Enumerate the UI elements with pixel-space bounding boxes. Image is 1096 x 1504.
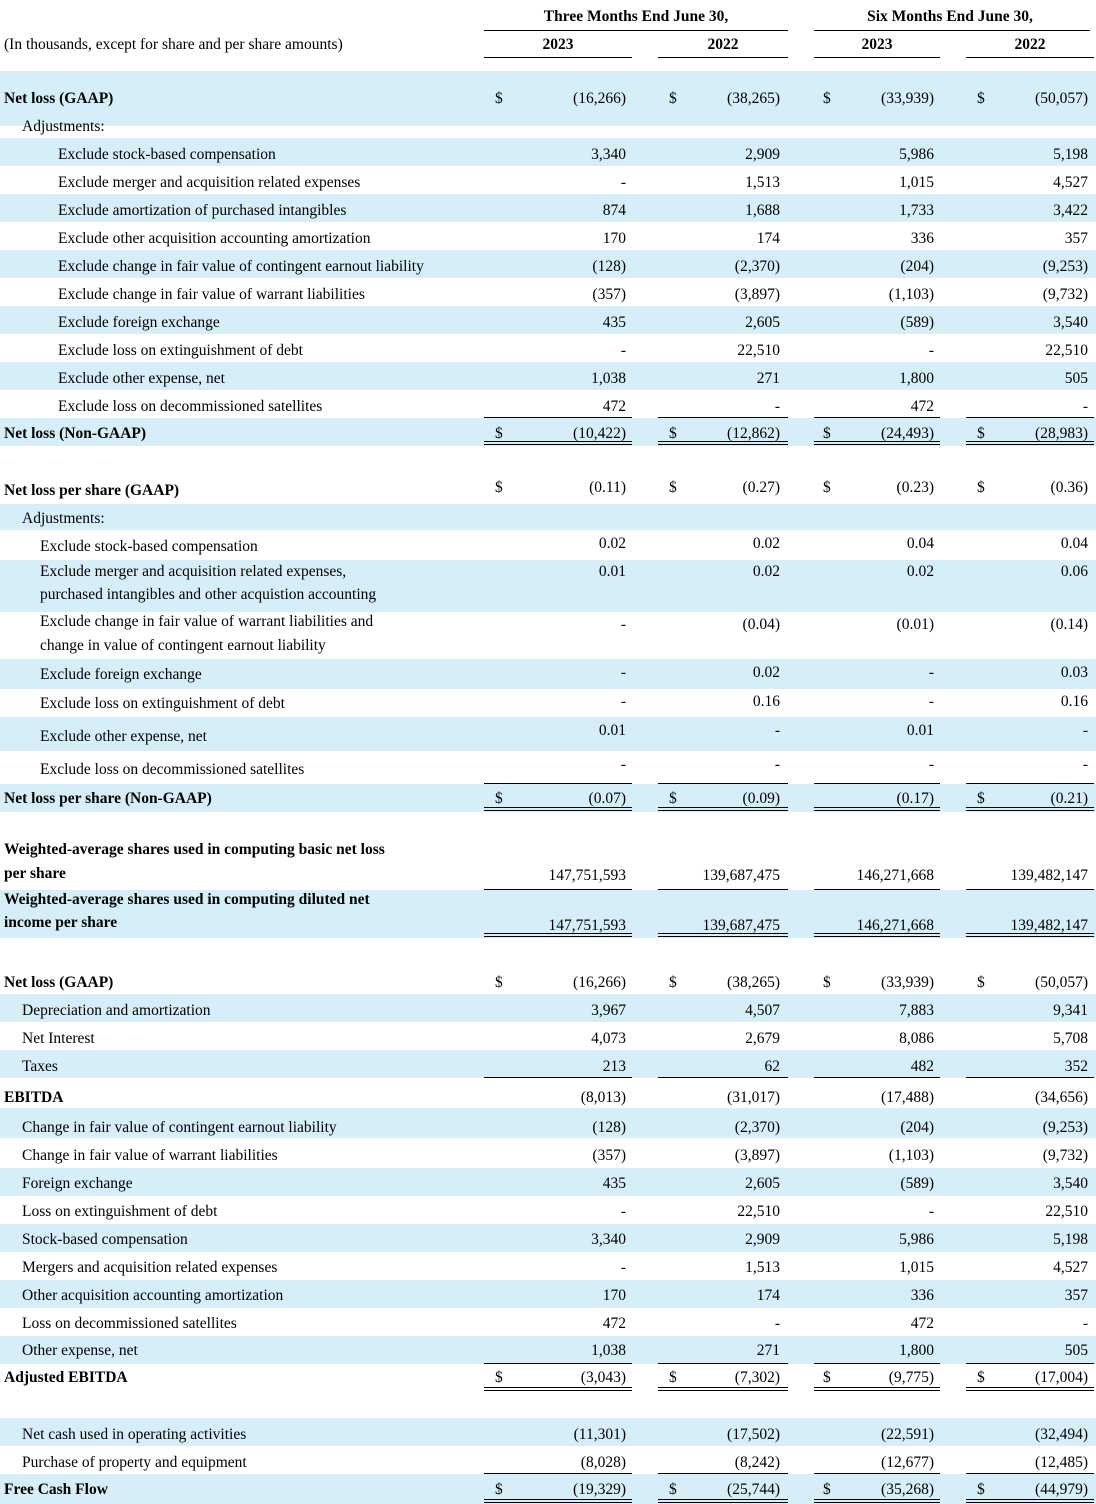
value-cell: - <box>928 693 934 710</box>
currency-symbol: $ <box>669 974 677 991</box>
row-label: Change in fair value of contingent earnout liability <box>22 1119 337 1136</box>
value-cell: (8,013) <box>580 1089 626 1106</box>
value-cell: (17,004) <box>1035 1369 1088 1386</box>
value-cell: - <box>774 756 780 773</box>
row-label: Adjusted EBITDA <box>4 1369 128 1386</box>
value-cell: - <box>620 174 626 191</box>
currency-symbol: $ <box>977 425 985 442</box>
double-total-rule <box>658 807 788 811</box>
currency-symbol: $ <box>823 974 831 991</box>
value-cell: - <box>620 1259 626 1276</box>
value-cell: - <box>928 664 934 681</box>
currency-symbol: $ <box>669 479 677 496</box>
value-cell: 22,510 <box>737 1203 780 1220</box>
value-cell: 0.02 <box>752 563 780 580</box>
row-label: Net Interest <box>22 1030 95 1047</box>
value-cell: - <box>620 616 626 633</box>
value-cell: 336 <box>910 230 934 247</box>
value-cell: (9,732) <box>1042 286 1088 303</box>
double-total-rule <box>484 1499 632 1503</box>
value-cell: (17,488) <box>881 1089 934 1106</box>
double-total-rule <box>966 1499 1094 1503</box>
value-cell: 170 <box>602 230 626 247</box>
double-total-rule <box>814 441 940 445</box>
value-cell: 2,909 <box>745 1231 780 1248</box>
value-cell: 147,751,593 <box>548 917 626 934</box>
value-cell: (44,979) <box>1035 1481 1088 1498</box>
row-label: Net loss (Non-GAAP) <box>4 425 147 442</box>
value-cell: (589) <box>900 314 934 331</box>
value-cell: (9,732) <box>1042 1147 1088 1164</box>
value-cell: 4,073 <box>591 1030 626 1047</box>
value-cell: 1,800 <box>899 1342 934 1359</box>
value-cell: (204) <box>900 258 934 275</box>
value-cell: (357) <box>592 1147 626 1164</box>
value-cell: 4,527 <box>1053 1259 1088 1276</box>
row-label: Exclude loss on extinguishment of debt <box>58 342 303 359</box>
value-cell: (17,502) <box>727 1426 780 1443</box>
value-cell: 1,015 <box>899 174 934 191</box>
currency-symbol: $ <box>977 90 985 107</box>
row-label-continued: change in value of contingent earnout liability <box>40 637 326 654</box>
value-cell: 5,198 <box>1053 146 1088 163</box>
value-cell: 0.01 <box>598 722 626 739</box>
value-cell: 22,510 <box>1045 1203 1088 1220</box>
value-cell: (0.23) <box>896 479 934 496</box>
value-cell: 357 <box>1064 230 1088 247</box>
value-cell: 139,687,475 <box>702 917 780 934</box>
row-label: Adjustments: <box>22 510 105 527</box>
row-label: Exclude loss on decommissioned satellites <box>40 761 305 778</box>
currency-symbol: $ <box>977 1369 985 1386</box>
value-cell: (8,028) <box>580 1454 626 1471</box>
value-cell: (10,422) <box>573 425 626 442</box>
value-cell: (589) <box>900 1175 934 1192</box>
double-total-rule <box>484 807 632 811</box>
value-cell: (0.14) <box>1050 616 1088 633</box>
value-cell: 0.01 <box>906 722 934 739</box>
value-cell: 139,687,475 <box>702 867 780 884</box>
value-cell: 5,708 <box>1053 1030 1088 1047</box>
table-row <box>0 126 1096 138</box>
row-label: Net loss (GAAP) <box>4 974 114 991</box>
value-cell: (12,677) <box>881 1454 934 1471</box>
value-cell: (1,103) <box>888 1147 934 1164</box>
value-cell: (0.04) <box>742 616 780 633</box>
currency-symbol: $ <box>823 90 831 107</box>
group-header-six-months: Six Months End June 30, <box>867 8 1033 25</box>
value-cell: 0.04 <box>906 535 934 552</box>
value-cell: (128) <box>592 258 626 275</box>
value-cell: (0.27) <box>742 479 780 496</box>
row-label: Loss on extinguishment of debt <box>22 1203 218 1220</box>
row-label: Exclude other expense, net <box>40 728 207 745</box>
row-label: Foreign exchange <box>22 1175 133 1192</box>
value-cell: 139,482,147 <box>1010 917 1088 934</box>
value-cell: 3,967 <box>591 1002 626 1019</box>
value-cell: 1,800 <box>899 370 934 387</box>
value-cell: (16,266) <box>573 974 626 991</box>
currency-symbol: $ <box>669 425 677 442</box>
value-cell: - <box>620 342 626 359</box>
row-label: Net cash used in operating activities <box>22 1426 247 1443</box>
row-label: Exclude foreign exchange <box>40 666 202 683</box>
value-cell: (2,370) <box>734 1119 780 1136</box>
value-cell: - <box>1082 1315 1088 1332</box>
row-label: Weighted-average shares used in computing basic net loss <box>4 841 385 858</box>
currency-symbol: $ <box>495 974 503 991</box>
value-cell: 1,513 <box>745 174 780 191</box>
currency-symbol: $ <box>823 1481 831 1498</box>
value-cell: 472 <box>602 1315 626 1332</box>
value-cell: 5,986 <box>899 1231 934 1248</box>
row-label: EBITDA <box>4 1089 64 1106</box>
value-cell: 0.02 <box>906 563 934 580</box>
value-cell: (28,983) <box>1035 425 1088 442</box>
double-total-rule <box>814 807 940 811</box>
row-label: Adjustments: <box>22 118 105 135</box>
row-label: Change in fair value of warrant liabilities <box>22 1147 278 1164</box>
year-header-q-2023: 2023 <box>542 36 574 53</box>
value-cell: (50,057) <box>1035 974 1088 991</box>
currency-symbol: $ <box>495 90 503 107</box>
value-cell: 0.02 <box>752 664 780 681</box>
value-cell: 9,341 <box>1053 1002 1088 1019</box>
value-cell: (12,485) <box>1035 1454 1088 1471</box>
currency-symbol: $ <box>495 1369 503 1386</box>
value-cell: 0.01 <box>598 563 626 580</box>
row-label: Depreciation and amortization <box>22 1002 211 1019</box>
value-cell: - <box>1082 756 1088 773</box>
value-cell: 146,271,668 <box>856 867 934 884</box>
value-cell: 3,340 <box>591 1231 626 1248</box>
row-label: Net loss per share (Non-GAAP) <box>4 790 212 807</box>
value-cell: (38,265) <box>727 974 780 991</box>
value-cell: 1,688 <box>745 202 780 219</box>
row-label: Purchase of property and equipment <box>22 1454 247 1471</box>
currency-symbol: $ <box>495 425 503 442</box>
value-cell: 505 <box>1064 370 1088 387</box>
value-cell: (1,103) <box>888 286 934 303</box>
year-header-h-2023: 2023 <box>861 36 893 53</box>
double-total-rule <box>658 1387 788 1391</box>
value-cell: 2,605 <box>745 314 780 331</box>
value-cell: 1,733 <box>899 202 934 219</box>
value-cell: (0.36) <box>1050 479 1088 496</box>
value-cell: 146,271,668 <box>856 917 934 934</box>
value-cell: - <box>620 693 626 710</box>
year-header-h-2022: 2022 <box>1014 36 1046 53</box>
value-cell: 0.16 <box>752 693 780 710</box>
value-cell: (0.01) <box>896 616 934 633</box>
value-cell: (31,017) <box>727 1089 780 1106</box>
value-cell: (7,302) <box>734 1369 780 1386</box>
row-label: Exclude foreign exchange <box>58 314 220 331</box>
value-cell: (357) <box>592 286 626 303</box>
row-label: Net loss (GAAP) <box>4 90 114 107</box>
table-row <box>0 504 1096 530</box>
value-cell: (0.21) <box>1050 790 1088 807</box>
value-cell: 0.06 <box>1060 563 1088 580</box>
value-cell: 139,482,147 <box>1010 867 1088 884</box>
double-total-rule <box>814 933 940 937</box>
value-cell: - <box>1082 398 1088 415</box>
value-cell: (12,862) <box>727 425 780 442</box>
value-cell: 0.04 <box>1060 535 1088 552</box>
double-total-rule <box>966 933 1094 937</box>
row-label: Stock-based compensation <box>22 1231 188 1248</box>
double-total-rule <box>658 441 788 445</box>
value-cell: (22,591) <box>881 1426 934 1443</box>
currency-symbol: $ <box>977 1481 985 1498</box>
row-label: Other expense, net <box>22 1342 138 1359</box>
double-total-rule <box>814 1499 940 1503</box>
value-cell: 22,510 <box>1045 342 1088 359</box>
row-label: Exclude change in fair value of warrant liabilities and <box>40 613 374 630</box>
value-cell: 482 <box>910 1058 934 1075</box>
value-cell: 336 <box>910 1287 934 1304</box>
value-cell: - <box>620 664 626 681</box>
value-cell: (50,057) <box>1035 90 1088 107</box>
row-label: Exclude other acquisition accounting amortization <box>58 230 371 247</box>
row-label: Free Cash Flow <box>4 1481 108 1498</box>
value-cell: (32,494) <box>1035 1426 1088 1443</box>
value-cell: - <box>774 398 780 415</box>
value-cell: - <box>928 1203 934 1220</box>
value-cell: (34,656) <box>1035 1089 1088 1106</box>
value-cell: 174 <box>756 1287 780 1304</box>
row-label: Exclude other expense, net <box>58 370 225 387</box>
currency-symbol: $ <box>669 1481 677 1498</box>
value-cell: (24,493) <box>881 425 934 442</box>
value-cell: 1,015 <box>899 1259 934 1276</box>
value-cell: (3,897) <box>734 286 780 303</box>
value-cell: (0.09) <box>742 790 780 807</box>
double-total-rule <box>966 1387 1094 1391</box>
value-cell: 213 <box>602 1058 626 1075</box>
value-cell: 2,605 <box>745 1175 780 1192</box>
value-cell: 62 <box>764 1058 780 1075</box>
value-cell: (2,370) <box>734 258 780 275</box>
value-cell: (204) <box>900 1119 934 1136</box>
value-cell: 1,038 <box>591 370 626 387</box>
double-total-rule <box>484 1387 632 1391</box>
double-total-rule <box>658 933 788 937</box>
value-cell: 0.16 <box>1060 693 1088 710</box>
row-label: Other acquisition accounting amortization <box>22 1287 284 1304</box>
value-cell: 472 <box>910 398 934 415</box>
currency-symbol: $ <box>669 1369 677 1386</box>
value-cell: (25,744) <box>727 1481 780 1498</box>
row-label: Exclude stock-based compensation <box>40 538 258 555</box>
value-cell: 5,986 <box>899 146 934 163</box>
double-total-rule <box>484 933 632 937</box>
value-cell: 0.02 <box>752 535 780 552</box>
row-label: Exclude change in fair value of contingent earnout liability <box>58 258 424 275</box>
value-cell: 357 <box>1064 1287 1088 1304</box>
currency-symbol: $ <box>823 1369 831 1386</box>
value-cell: 435 <box>602 1175 626 1192</box>
row-label: Mergers and acquisition related expenses <box>22 1259 278 1276</box>
double-total-rule <box>814 1387 940 1391</box>
row-label-continued: purchased intangibles and other acquistion accounting <box>40 586 377 603</box>
value-cell: 3,540 <box>1053 314 1088 331</box>
currency-symbol: $ <box>669 790 677 807</box>
value-cell: 3,422 <box>1053 202 1088 219</box>
value-cell: - <box>620 1203 626 1220</box>
value-cell: 2,679 <box>745 1030 780 1047</box>
value-cell: 8,086 <box>899 1030 934 1047</box>
currency-symbol: $ <box>977 974 985 991</box>
value-cell: (3,897) <box>734 1147 780 1164</box>
value-cell: 7,883 <box>899 1002 934 1019</box>
value-cell: 472 <box>602 398 626 415</box>
value-cell: 170 <box>602 1287 626 1304</box>
value-cell: 2,909 <box>745 146 780 163</box>
value-cell: 472 <box>910 1315 934 1332</box>
value-cell: 4,527 <box>1053 174 1088 191</box>
value-cell: 271 <box>756 370 780 387</box>
row-label: Exclude change in fair value of warrant liabilities <box>58 286 365 303</box>
row-label: Exclude merger and acquisition related expenses, <box>40 563 347 580</box>
value-cell: 22,510 <box>737 342 780 359</box>
value-cell: - <box>620 756 626 773</box>
value-cell: (19,329) <box>573 1481 626 1498</box>
double-total-rule <box>484 441 632 445</box>
value-cell: 1,513 <box>745 1259 780 1276</box>
value-cell: (9,253) <box>1042 1119 1088 1136</box>
value-cell: (9,253) <box>1042 258 1088 275</box>
value-cell: (16,266) <box>573 90 626 107</box>
row-label: Taxes <box>22 1058 58 1075</box>
currency-symbol: $ <box>977 479 985 496</box>
value-cell: - <box>774 1315 780 1332</box>
value-cell: 0.03 <box>1060 664 1088 681</box>
currency-symbol: $ <box>495 479 503 496</box>
row-label: Loss on decommissioned satellites <box>22 1315 237 1332</box>
double-total-rule <box>658 1499 788 1503</box>
value-cell: 874 <box>602 202 626 219</box>
currency-symbol: $ <box>669 90 677 107</box>
row-label-continued: income per share <box>4 914 118 931</box>
currency-symbol: $ <box>823 425 831 442</box>
row-label: Exclude stock-based compensation <box>58 146 276 163</box>
value-cell: 271 <box>756 1342 780 1359</box>
double-total-rule <box>966 441 1094 445</box>
value-cell: - <box>774 722 780 739</box>
value-cell: 0.02 <box>598 535 626 552</box>
value-cell: - <box>928 756 934 773</box>
value-cell: - <box>1082 722 1088 739</box>
row-label: Exclude loss on extinguishment of debt <box>40 695 285 712</box>
year-header-q-2022: 2022 <box>707 36 739 53</box>
group-header-three-months: Three Months End June 30, <box>543 8 729 25</box>
value-cell: (9,775) <box>888 1369 934 1386</box>
value-cell: 3,540 <box>1053 1175 1088 1192</box>
value-cell: 4,507 <box>745 1002 780 1019</box>
value-cell: (11,301) <box>573 1426 626 1443</box>
value-cell: - <box>928 342 934 359</box>
row-label: Weighted-average shares used in computing diluted net <box>4 891 370 908</box>
row-label: Exclude loss on decommissioned satellites <box>58 398 323 415</box>
value-cell: (0.07) <box>588 790 626 807</box>
currency-symbol: $ <box>823 479 831 496</box>
row-label: Exclude merger and acquisition related expenses <box>58 174 361 191</box>
value-cell: 174 <box>756 230 780 247</box>
units-note: (In thousands, except for share and per share amounts) <box>4 36 343 53</box>
value-cell: 3,340 <box>591 146 626 163</box>
row-label: Exclude amortization of purchased intangibles <box>58 202 347 219</box>
value-cell: (0.11) <box>589 479 626 496</box>
value-cell: 505 <box>1064 1342 1088 1359</box>
value-cell: (8,242) <box>734 1454 780 1471</box>
value-cell: 435 <box>602 314 626 331</box>
value-cell: (33,939) <box>881 974 934 991</box>
value-cell: 352 <box>1064 1058 1088 1075</box>
value-cell: (33,939) <box>881 90 934 107</box>
row-label-continued: per share <box>4 865 66 882</box>
value-cell: (35,268) <box>881 1481 934 1498</box>
value-cell: (0.17) <box>896 790 934 807</box>
value-cell: (3,043) <box>580 1369 626 1386</box>
value-cell: 147,751,593 <box>548 867 626 884</box>
value-cell: 5,198 <box>1053 1231 1088 1248</box>
currency-symbol: $ <box>495 790 503 807</box>
double-total-rule <box>966 807 1094 811</box>
value-cell: (38,265) <box>727 90 780 107</box>
currency-symbol: $ <box>977 790 985 807</box>
value-cell: 1,038 <box>591 1342 626 1359</box>
value-cell: (128) <box>592 1119 626 1136</box>
row-label: Net loss per share (GAAP) <box>4 482 180 499</box>
currency-symbol: $ <box>495 1481 503 1498</box>
